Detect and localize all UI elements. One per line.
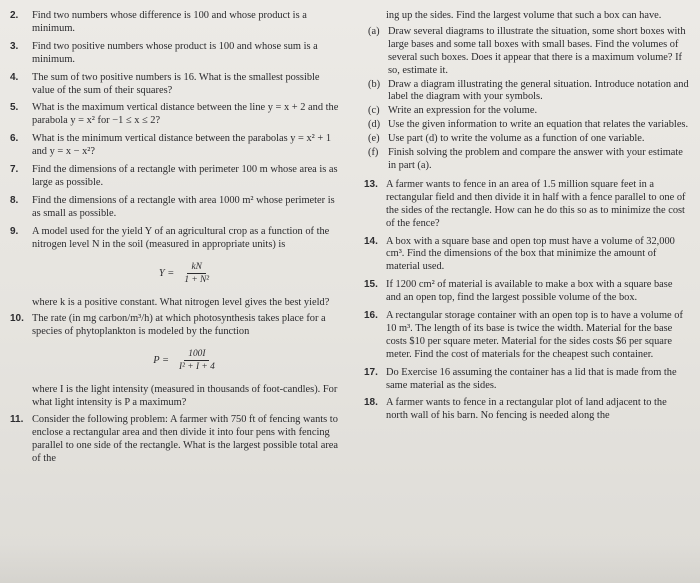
part-label: (f)	[368, 147, 379, 159]
problem-10-continuation: where I is the light intensity (measured in thousands of foot-candles). For what light intensity is P a maximum?	[32, 384, 338, 409]
problem-text: Find the dimensions of a rectangle with area 1000 m² whose perimeter is as small as possible.	[32, 194, 335, 219]
problem-text: A farmer wants to fence in an area of 1.5 million square feet in a rectangular field and then divide it in half with a fence parallel to one of the sides of the rectangle. How can he do this so as to minimize the cost of the fence?	[386, 178, 686, 229]
part-text: Draw a diagram illustrating the general situation. Introduce notation and label the diagram with your symbols.	[388, 78, 689, 103]
part-label: (a)	[368, 25, 380, 37]
problem-number: 9.	[10, 225, 19, 237]
problem-text: A box with a square base and open top must have a volume of 32,000 cm³. Find the dimensions of the box that minimize the amount of material used.	[386, 235, 675, 273]
problem-2	[10, 10, 340, 36]
part-b	[368, 79, 690, 105]
fraction-numerator: kN	[187, 262, 205, 274]
fraction-denominator: 1 + N²	[184, 274, 210, 285]
problem-number: 15.	[364, 279, 378, 291]
part-label: (d)	[368, 119, 381, 131]
problem-text: Find the dimensions of a rectangle with perimeter 100 m whose area is as large as possible.	[32, 164, 338, 188]
problem-10	[10, 313, 340, 339]
part-text: Draw several diagrams to illustrate the situation, some short boxes with large bases and some tall boxes with small bases. Find the volumes of several such boxes. Does it appear that there is a maximum volume? If so, estimate it.	[388, 25, 686, 76]
equation-photosynthesis	[10, 349, 340, 372]
part-c	[368, 105, 690, 118]
problem-text: A farmer wants to fence in a rectangular plot of land adjacent to the north wall of his barn. No fencing is needed along the	[386, 397, 667, 422]
problem-13	[364, 179, 690, 231]
equation-fraction	[175, 349, 219, 372]
problem-number: 6.	[10, 133, 19, 145]
problem-number: 17.	[364, 366, 378, 378]
problem-number: 5.	[10, 102, 19, 114]
problem-text: The rate (in mg carbon/m³/h) at which photosynthesis takes place for a species of phytoplankton is modeled by the function	[32, 313, 326, 338]
problem-text: Do Exercise 16 assuming the container has a lid that is made from the same material as the sides.	[386, 366, 677, 391]
equation-yield	[10, 262, 340, 285]
problem-number: 16.	[364, 310, 378, 322]
problem-12-continuation: ing up the sides. Find the largest volume that such a box can have.	[386, 10, 662, 21]
problem-number: 10.	[10, 313, 24, 325]
part-text: Use part (d) to write the volume as a function of one variable.	[388, 133, 645, 145]
problem-number: 11.	[10, 414, 24, 426]
part-e	[368, 133, 690, 146]
problem-text: If 1200 cm² of material is available to make a box with a square base and an open top, find the largest possible volume of the box.	[386, 279, 673, 304]
equation-lhs: Y =	[158, 267, 175, 279]
page-shading	[0, 543, 700, 583]
equation-fraction	[180, 262, 213, 285]
problem-text: Consider the following problem: A farmer with 750 ft of fencing wants to enclose a rectangular area and then divide it into four pens with fencing parallel to one side of the rectangle. What is the largest possible total area of the	[32, 414, 339, 464]
equation-lhs: P =	[153, 355, 169, 367]
problem-text: Find two positive numbers whose product is 100 and whose sum is a minimum.	[32, 40, 318, 65]
fraction-numerator: 100I	[184, 349, 209, 361]
problem-8	[10, 195, 340, 221]
problem-number: 8.	[10, 194, 19, 206]
problem-text: What is the maximum vertical distance between the line y = x + 2 and the parabola y = x² for −1 ≤ x ≤ 2?	[32, 102, 339, 127]
problem-text: A model used for the yield Y of an agricultural crop as a function of the nitrogen level N in the soil (measured in appropriate units) is	[32, 225, 330, 250]
problem-7	[10, 164, 340, 190]
problem-text: A rectangular storage container with an open top is to have a volume of 10 m³. The length of its base is twice the width. Material for the base costs $10 per square meter. Material for the sides costs $6 per square meter. Find the cost of materials for the cheapest such container.	[386, 310, 683, 360]
problem-9	[10, 226, 340, 252]
right-column	[364, 10, 690, 428]
left-column	[10, 10, 340, 471]
problem-text: The sum of two positive numbers is 16. What is the smallest possible value of the sum of their squares?	[32, 71, 320, 96]
part-label: (e)	[368, 133, 380, 145]
problem-9-continuation: where k is a positive constant. What nitrogen level gives the best yield?	[32, 296, 330, 308]
part-text: Finish solving the problem and compare the answer with your estimate in part (a).	[388, 147, 683, 171]
fraction-denominator: I² + I + 4	[179, 362, 215, 373]
problem-16	[364, 310, 690, 362]
part-label: (c)	[368, 105, 380, 117]
problem-number: 18.	[364, 397, 378, 409]
problem-number: 13.	[364, 178, 378, 190]
problem-11	[10, 414, 340, 466]
problem-3	[10, 41, 340, 67]
problem-18	[364, 397, 690, 423]
problem-4	[10, 72, 340, 98]
problem-14	[364, 236, 690, 275]
problem-17	[364, 367, 690, 393]
part-a	[368, 26, 690, 78]
problem-text: Find two numbers whose difference is 100 and whose product is a minimum.	[32, 10, 307, 34]
part-d	[368, 119, 690, 132]
problem-6	[10, 133, 340, 159]
part-text: Write an expression for the volume.	[388, 105, 538, 117]
problem-number: 4.	[10, 71, 19, 83]
problem-number: 3.	[10, 40, 19, 52]
part-f	[368, 147, 690, 173]
problem-text: What is the minimum vertical distance between the parabolas y = x² + 1 and y = x − x²?	[32, 133, 332, 158]
problem-number: 2.	[10, 10, 19, 21]
problem-number: 14.	[364, 235, 378, 247]
part-label: (b)	[368, 78, 381, 90]
problem-15	[364, 279, 690, 305]
part-text: Use the given information to write an equation that relates the variables.	[388, 119, 689, 131]
problem-5	[10, 102, 340, 128]
problem-number: 7.	[10, 164, 19, 176]
